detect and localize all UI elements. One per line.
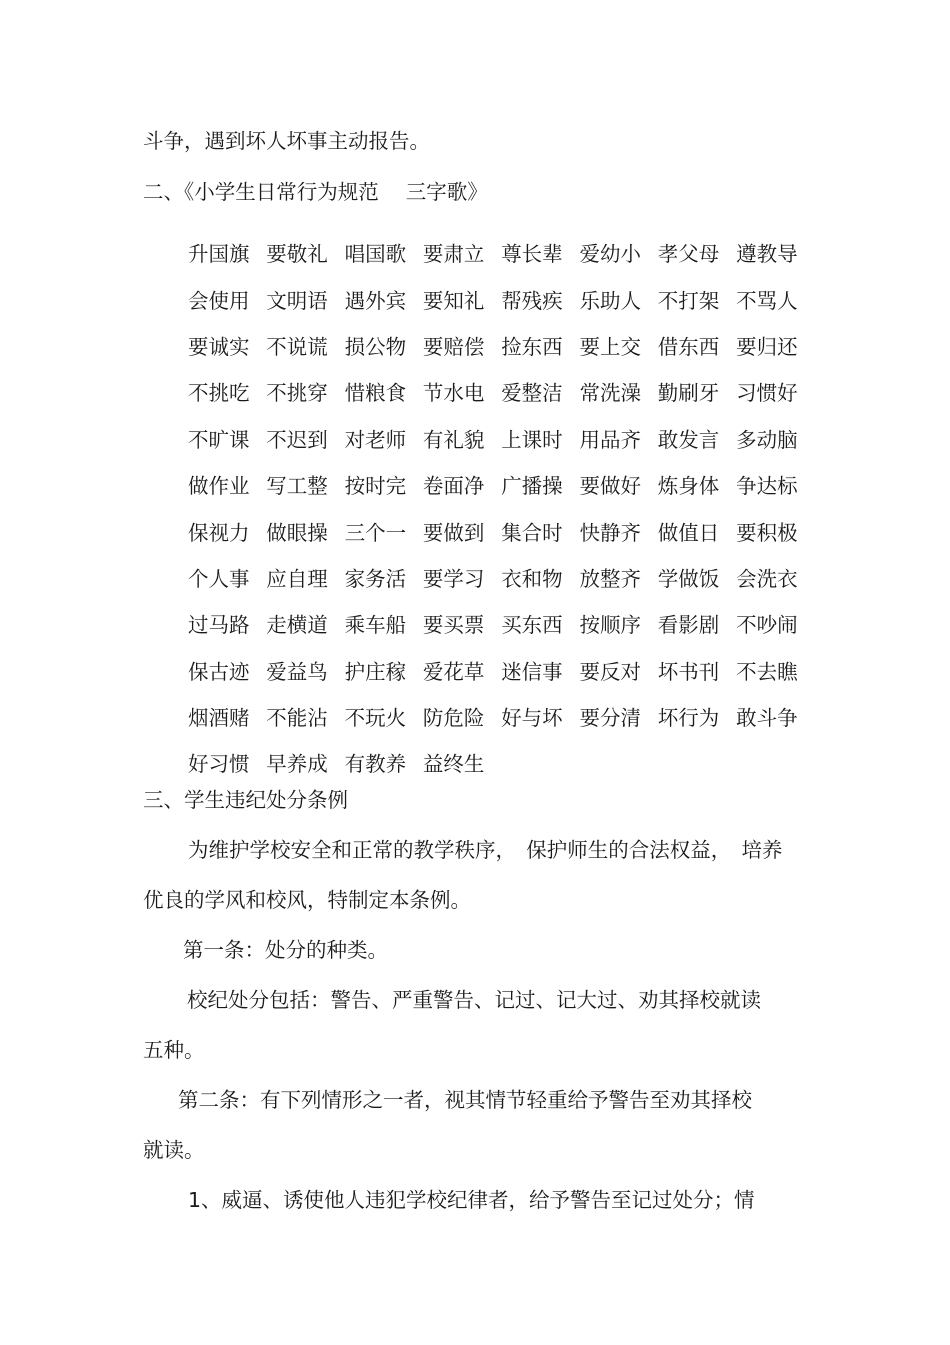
song-phrase: 敢发言 <box>657 427 720 452</box>
song-phrase: 走横道 <box>266 613 328 638</box>
song-phrase: 要积极 <box>736 520 798 545</box>
song-phrase: 三个一 <box>344 520 407 545</box>
song-phrase: 争达标 <box>736 474 798 499</box>
song-row <box>188 463 828 509</box>
song-phrase: 要敬礼 <box>266 242 328 267</box>
article-2-line-1: 第二条：有下列情形之一者，视其情节轻重给予警告至劝其择校 <box>178 1088 752 1112</box>
song-phrase: 损公物 <box>344 334 407 359</box>
song-phrase: 个人事 <box>188 566 250 591</box>
song-phrase: 不说谎 <box>266 334 328 359</box>
song-phrase: 放整齐 <box>579 566 641 591</box>
song-phrase: 快静齐 <box>579 520 641 545</box>
article-1-line-2: 五种。 <box>143 1038 205 1062</box>
song-phrase: 惜粮食 <box>344 381 407 406</box>
song-phrase: 遵教导 <box>736 242 798 267</box>
song-phrase: 有教养 <box>344 752 407 777</box>
song-phrase: 多动脑 <box>736 427 798 452</box>
song-phrase: 唱国歌 <box>344 242 407 267</box>
song-phrase: 习惯好 <box>736 381 798 406</box>
song-phrase: 上课时 <box>501 427 563 452</box>
song-phrase: 做眼操 <box>266 520 328 545</box>
song-phrase: 集合时 <box>501 520 563 545</box>
song-phrase: 会洗衣 <box>736 566 798 591</box>
song-row <box>188 649 828 695</box>
song-phrase: 要肃立 <box>422 242 485 267</box>
song-phrase: 有礼貌 <box>422 427 485 452</box>
song-phrase: 要归还 <box>736 334 798 359</box>
section-3-paragraph-line-1: 为维护学校安全和正常的教学秩序， 保护师生的合法权益， 培养 <box>188 838 783 862</box>
song-phrase: 益终生 <box>422 752 485 777</box>
song-phrase: 过马路 <box>188 613 250 638</box>
song-phrase: 不骂人 <box>736 288 798 313</box>
song-phrase: 遇外宾 <box>344 288 407 313</box>
song-phrase: 要反对 <box>579 659 641 684</box>
song-phrase: 广播操 <box>501 474 563 499</box>
song-phrase: 做值日 <box>657 520 720 545</box>
song-phrase: 爱益鸟 <box>266 659 328 684</box>
song-phrase: 好与坏 <box>501 706 563 731</box>
song-phrase: 要诚实 <box>188 334 250 359</box>
song-row <box>188 602 828 648</box>
song-phrase: 坏行为 <box>657 706 720 731</box>
article-2-line-2: 就读。 <box>143 1138 205 1162</box>
song-phrase: 要做好 <box>579 474 641 499</box>
song-row <box>188 324 828 370</box>
section-2-heading: 二、《小学生日常行为规范 三字歌》 <box>143 180 488 204</box>
song-phrase: 帮残疾 <box>501 288 563 313</box>
three-character-song-grid <box>188 231 828 788</box>
song-phrase: 不玩火 <box>344 706 407 731</box>
song-phrase: 乐助人 <box>579 288 641 313</box>
song-row <box>188 741 828 787</box>
song-phrase: 尊长辈 <box>501 242 563 267</box>
song-phrase: 要学习 <box>422 566 485 591</box>
song-phrase: 爱花草 <box>422 659 485 684</box>
song-phrase: 学做饭 <box>657 566 720 591</box>
song-phrase: 常洗澡 <box>579 381 641 406</box>
song-phrase: 对老师 <box>344 427 407 452</box>
song-phrase: 好习惯 <box>188 752 250 777</box>
song-row <box>188 417 828 463</box>
song-phrase: 卷面净 <box>422 474 485 499</box>
song-phrase: 做作业 <box>188 474 250 499</box>
song-phrase: 不挑吃 <box>188 381 250 406</box>
song-row <box>188 556 828 602</box>
song-phrase: 买东西 <box>501 613 563 638</box>
song-phrase: 爱幼小 <box>579 242 641 267</box>
song-phrase: 不迟到 <box>266 427 328 452</box>
song-phrase: 节水电 <box>422 381 485 406</box>
song-phrase: 要上交 <box>579 334 641 359</box>
song-phrase: 家务活 <box>344 566 407 591</box>
song-phrase: 借东西 <box>657 334 720 359</box>
song-phrase: 保视力 <box>188 520 250 545</box>
section-3-paragraph-line-2: 优良的学风和校风，特制定本条例。 <box>143 888 471 912</box>
song-phrase: 要做到 <box>422 520 485 545</box>
song-phrase: 文明语 <box>266 288 328 313</box>
song-row <box>188 695 828 741</box>
song-phrase: 衣和物 <box>501 566 563 591</box>
song-phrase: 要赔偿 <box>422 334 485 359</box>
song-phrase: 不打架 <box>657 288 720 313</box>
song-phrase: 要知礼 <box>422 288 485 313</box>
song-phrase: 不能沾 <box>266 706 328 731</box>
song-phrase: 升国旗 <box>188 242 250 267</box>
section-3-heading: 三、学生违纪处分条例 <box>143 788 348 812</box>
article-1-heading: 第一条：处分的种类。 <box>183 938 388 962</box>
song-phrase: 保古迹 <box>188 659 250 684</box>
song-phrase: 不去瞧 <box>736 659 798 684</box>
song-phrase: 烟酒赌 <box>188 706 250 731</box>
song-phrase: 炼身体 <box>657 474 720 499</box>
song-phrase: 写工整 <box>266 474 328 499</box>
song-phrase: 坏书刊 <box>657 659 720 684</box>
song-phrase: 孝父母 <box>657 242 720 267</box>
song-phrase: 会使用 <box>188 288 250 313</box>
song-phrase: 应自理 <box>266 566 328 591</box>
paragraph-intro-tail: 斗争，遇到坏人坏事主动报告。 <box>143 129 430 153</box>
song-phrase: 不吵闹 <box>736 613 798 638</box>
song-phrase: 按时完 <box>344 474 407 499</box>
song-phrase: 要买票 <box>422 613 485 638</box>
song-phrase: 不旷课 <box>188 427 250 452</box>
song-row <box>188 509 828 555</box>
song-phrase: 早养成 <box>266 752 328 777</box>
song-phrase: 看影剧 <box>657 613 720 638</box>
song-phrase: 要分清 <box>579 706 641 731</box>
song-phrase: 迷信事 <box>501 659 563 684</box>
article-2-item-1-line-1: 1、威逼、诱使他人违犯学校纪律者，给予警告至记过处分；情 <box>188 1188 755 1212</box>
song-phrase: 护庄稼 <box>344 659 407 684</box>
song-phrase: 勤刷牙 <box>657 381 720 406</box>
song-phrase: 爱整洁 <box>501 381 563 406</box>
article-1-line-1: 校纪处分包括：警告、严重警告、记过、记大过、劝其择校就读 <box>187 988 761 1012</box>
song-phrase: 不挑穿 <box>266 381 328 406</box>
song-phrase: 按顺序 <box>579 613 641 638</box>
song-phrase: 乘车船 <box>344 613 407 638</box>
song-row <box>188 277 828 323</box>
song-phrase: 敢斗争 <box>736 706 798 731</box>
song-phrase: 捡东西 <box>501 334 563 359</box>
song-row <box>188 370 828 416</box>
song-phrase: 用品齐 <box>579 427 641 452</box>
song-phrase: 防危险 <box>422 706 485 731</box>
song-row <box>188 231 828 277</box>
